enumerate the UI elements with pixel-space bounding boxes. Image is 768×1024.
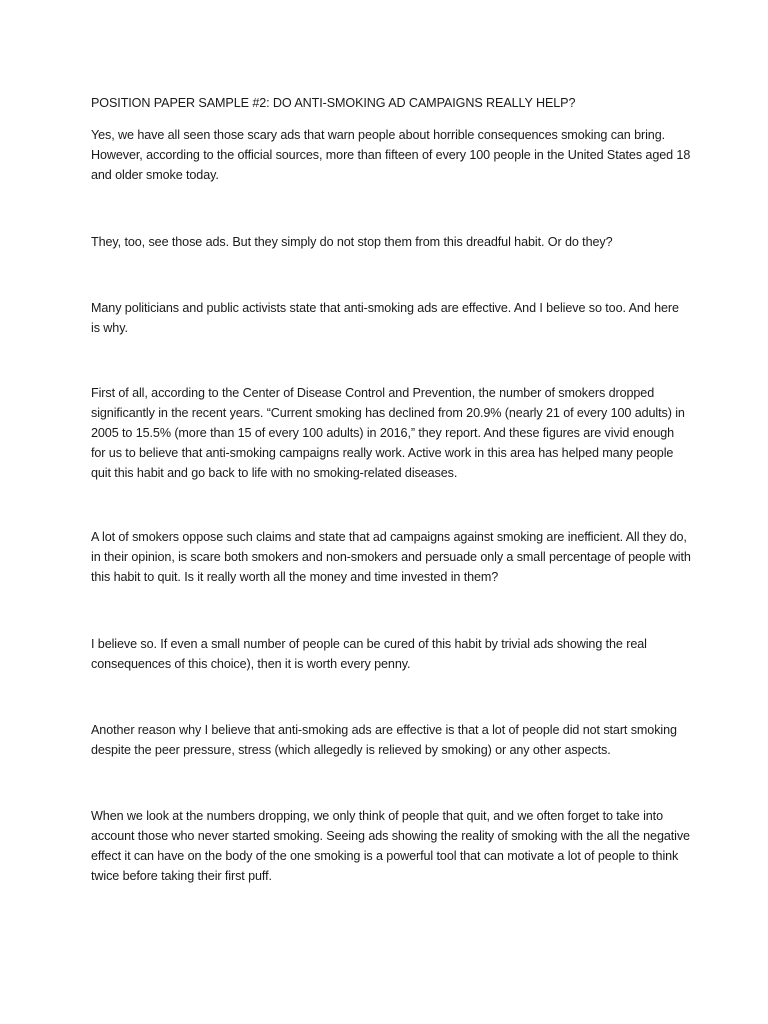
paragraph-3: Many politicians and public activists state that anti-smoking ads are effective. And I believe so too. And here is why. [91, 301, 679, 335]
paragraph-5: A lot of smokers oppose such claims and state that ad campaigns against smoking are inefficient. All they do, in their opinion, is scare both smokers and non-smokers and persuade only a small percentage of people with this habit to quit. Is it really worth all the money and time invested in them? [91, 530, 691, 584]
paragraph-7: Another reason why I believe that anti-smoking ads are effective is that a lot of people did not start smoking despite the peer pressure, stress (which allegedly is relieved by smoking) or any other aspects. [91, 723, 677, 757]
paragraph-1: Yes, we have all seen those scary ads that warn people about horrible consequences smoking can bring. However, according to the official sources, more than fifteen of every 100 people in the United States aged 18 and older smoke today. [91, 128, 691, 182]
paragraph-2: They, too, see those ads. But they simply do not stop them from this dreadful habit. Or do they? [91, 235, 613, 249]
document-title: POSITION PAPER SAMPLE #2: DO ANTI-SMOKING AD CAMPAIGNS REALLY HELP? [91, 96, 576, 110]
paragraph-6: I believe so. If even a small number of people can be cured of this habit by trivial ads showing the real consequences of this choice), then it is worth every penny. [91, 637, 647, 671]
paragraph-8: When we look at the numbers dropping, we only think of people that quit, and we often forget to take into account those who never started smoking. Seeing ads showing the reality of smoking with the all the negative effect it can have on the body of the one smoking is a powerful tool that can motivate a lot of people to think twice before taking their first puff. [91, 809, 690, 883]
paragraph-4: First of all, according to the Center of Disease Control and Prevention, the number of smokers dropped significantly in the recent years. “Current smoking has declined from 20.9% (nearly 21 of every 100 adults) in 2005 to 15.5% (more than 15 of every 100 adults) in 2016,” they report. And these figures are vivid enough for us to believe that anti-smoking campaigns really work. Active work in this area has helped many people quit this habit and go back to life with no smoking-related diseases. [91, 386, 685, 480]
